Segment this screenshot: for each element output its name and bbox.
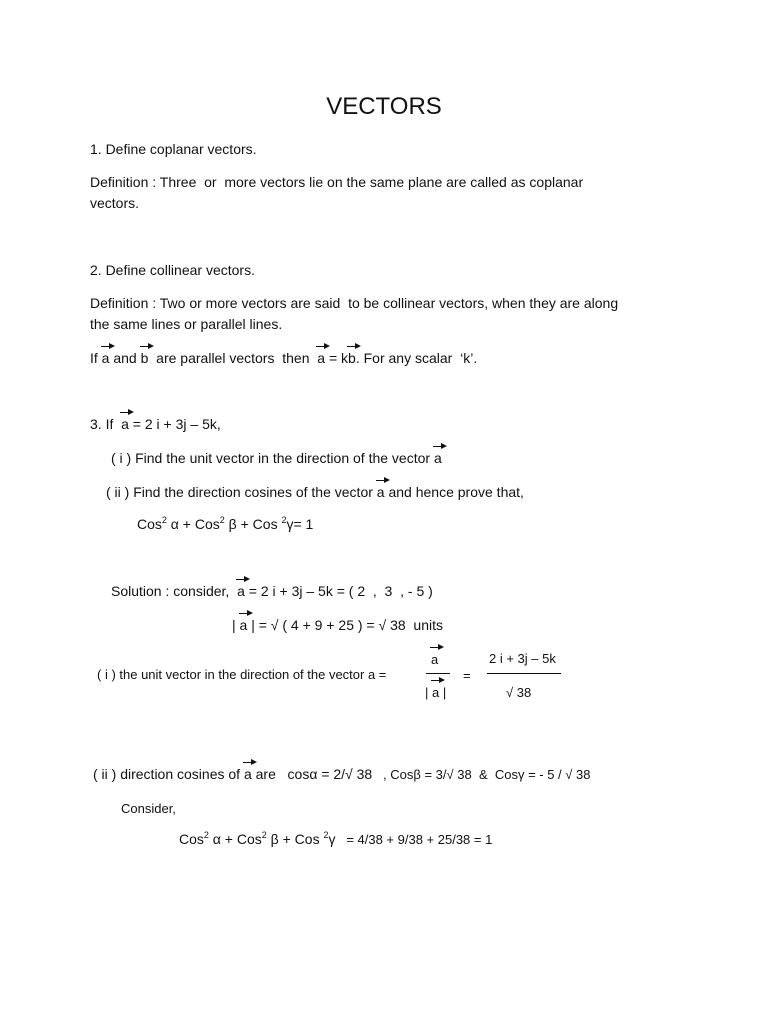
unit-vector-label: ( i ) the unit vector in the direction of the vector a = bbox=[97, 667, 387, 682]
fraction-1-bar bbox=[426, 673, 450, 674]
solution-consider: Solution : consider, a = 2 i + 3j – 5k = ( 2 , 3 , - 5 ) bbox=[111, 583, 433, 599]
vector-a-symbol: a bbox=[239, 617, 248, 633]
fraction-2-numerator: 2 i + 3j – 5k bbox=[489, 651, 556, 666]
page-title: VECTORS bbox=[326, 93, 442, 120]
direction-cosines-line: ( ii ) direction cosines of a are cosα = 2/√ 38 , Cosβ = 3/√ 38 & Cosγ = - 5 / √ 38 bbox=[93, 766, 591, 782]
vector-a-symbol: a bbox=[432, 685, 440, 700]
vector-a-symbol: a bbox=[121, 416, 129, 432]
vector-a-symbol: a bbox=[433, 450, 442, 466]
question-3: 3. If a = 2 i + 3j – 5k, bbox=[90, 416, 221, 432]
consider-label: Consider, bbox=[121, 801, 176, 816]
q2-definition-line-1: Definition : Two or more vectors are said to be collinear vectors, when they are along bbox=[90, 295, 619, 311]
vector-a-symbol: a bbox=[243, 766, 252, 782]
final-result: Cos$^2$ α + Cos$^2$ β + Cos $^2$γ = 4/38 + 9/38 + 25/38 = 1 bbox=[179, 830, 493, 847]
q1-definition-line-1: Definition : Three or more vectors lie on the same plane are called as coplanar bbox=[90, 174, 584, 190]
q2-definition-line-2: the same lines or parallel lines. bbox=[90, 316, 283, 332]
vector-a-symbol: a bbox=[431, 652, 439, 667]
q1-definition-line-2: vectors. bbox=[90, 195, 140, 211]
equals-sign: = bbox=[463, 668, 471, 683]
vector-a-symbol: a bbox=[237, 583, 245, 599]
vector-a-symbol: a bbox=[376, 484, 385, 500]
vector-b-symbol: b bbox=[348, 350, 356, 366]
question-2: 2. Define collinear vectors. bbox=[90, 262, 255, 278]
q3-part-i: ( i ) Find the unit vector in the direction of the vector a bbox=[111, 450, 442, 466]
q3-part-ii: ( ii ) Find the direction cosines of the vector a and hence prove that, bbox=[106, 484, 524, 500]
q2-parallel-statement: If a and b are parallel vectors then a = kb. For any scalar ‘k’. bbox=[90, 350, 478, 366]
vector-a-symbol: a bbox=[101, 350, 110, 366]
fraction-1-numerator bbox=[431, 651, 438, 668]
solution-magnitude: | a | = √ ( 4 + 9 + 25 ) = √ 38 units bbox=[232, 617, 443, 633]
vector-b-symbol: b bbox=[140, 350, 149, 366]
fraction-2-denominator: √ 38 bbox=[506, 685, 532, 700]
question-1: 1. Define coplanar vectors. bbox=[90, 141, 257, 157]
q3-identity: Cos$^2$ α + Cos$^2$ β + Cos $^2$γ= 1 bbox=[137, 515, 314, 532]
vector-a-symbol: a bbox=[317, 350, 326, 366]
fraction-1-denominator: | a | bbox=[425, 685, 447, 700]
fraction-2-bar bbox=[487, 673, 561, 674]
